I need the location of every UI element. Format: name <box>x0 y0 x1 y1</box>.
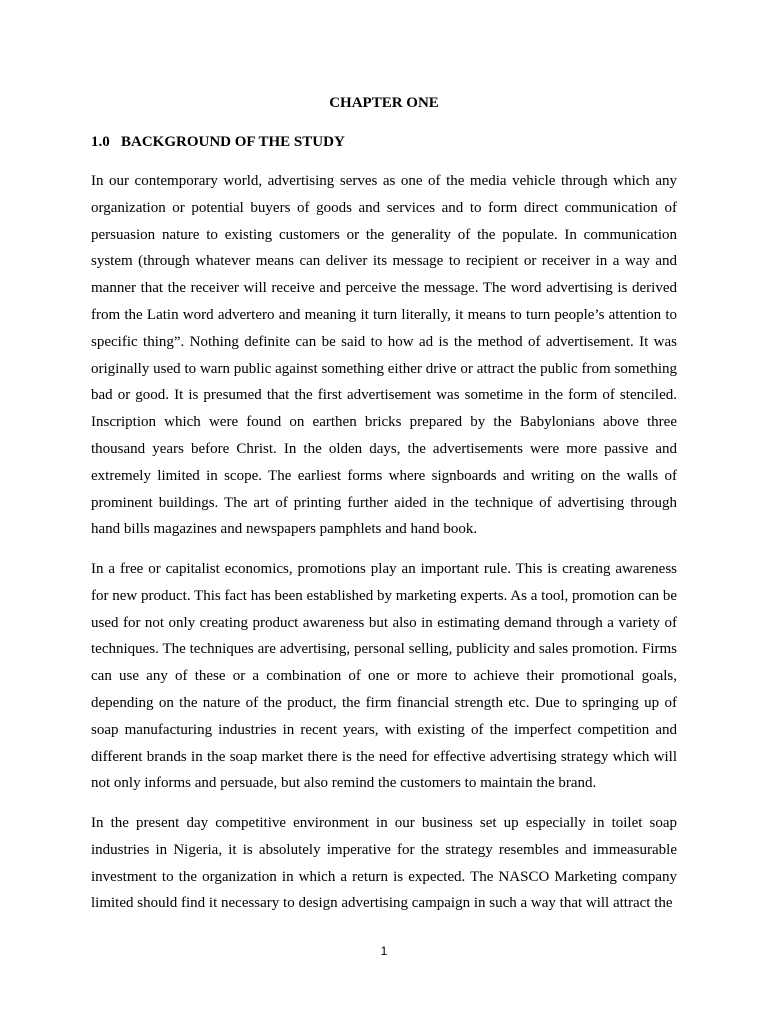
chapter-title: CHAPTER ONE <box>329 95 439 111</box>
section-heading <box>91 132 345 152</box>
body-paragraph-3: In the present day competitive environment in our business set up especially in toilet soap industries in Nigeria, it is absolutely imperative for the strategy resembles and immeasurable investment to the organization in which a return is expected. The NASCO Marketing company limited should find it necessary to design advertising campaign in such a way that will attract the <box>91 815 677 912</box>
section-title: BACKGROUND OF THE STUDY <box>121 134 345 150</box>
body-paragraph-1: In our contemporary world, advertising serves as one of the media vehicle through which any organization or potential buyers of goods and services and to form direct communication of persuasion nature to existing customers or the generality of the populate. In communication system (through whatever means can deliver its message to recipient or receiver in a way and manner that the receiver will receive and perceive the message. The word advertising is derived from the Latin word advertero and meaning it turn literally, it means to turn people’s attention to specific thing”. Nothing definite can be said to how ad is the method of advertisement. It was originally used to warn public against something either drive or attract the public from something bad or good. It is presumed that the first advertisement was sometime in the form of stenciled. Inscription which were found on earthen bricks prepared by the Babylonians above three thousand years before Christ. In the olden days, the advertisements were more passive and extremely limited in scope. The earliest forms where signboards and writing on the walls of prominent buildings. The art of printing further aided in the technique of advertising through hand bills magazines and newspapers pamphlets and hand book. <box>91 173 677 538</box>
section-number: 1.0 <box>91 134 110 150</box>
page-number: 1 <box>380 944 388 958</box>
body-paragraph-2: In a free or capitalist economics, promotions play an important rule. This is creating awareness for new product. This fact has been established by marketing experts. As a tool, promotion can be used for not only creating product awareness but also in estimating demand through a variety of techniques. The techniques are advertising, personal selling, publicity and sales promotion. Firms can use any of these or a combination of one or more to achieve their promotional goals, depending on the nature of the product, the firm financial strength etc. Due to springing up of soap manufacturing industries in recent years, with existing of the imperfect competition and different brands in the soap market there is the need for effective advertising strategy which will not only informs and persuade, but also remind the customers to maintain the brand. <box>91 561 677 792</box>
